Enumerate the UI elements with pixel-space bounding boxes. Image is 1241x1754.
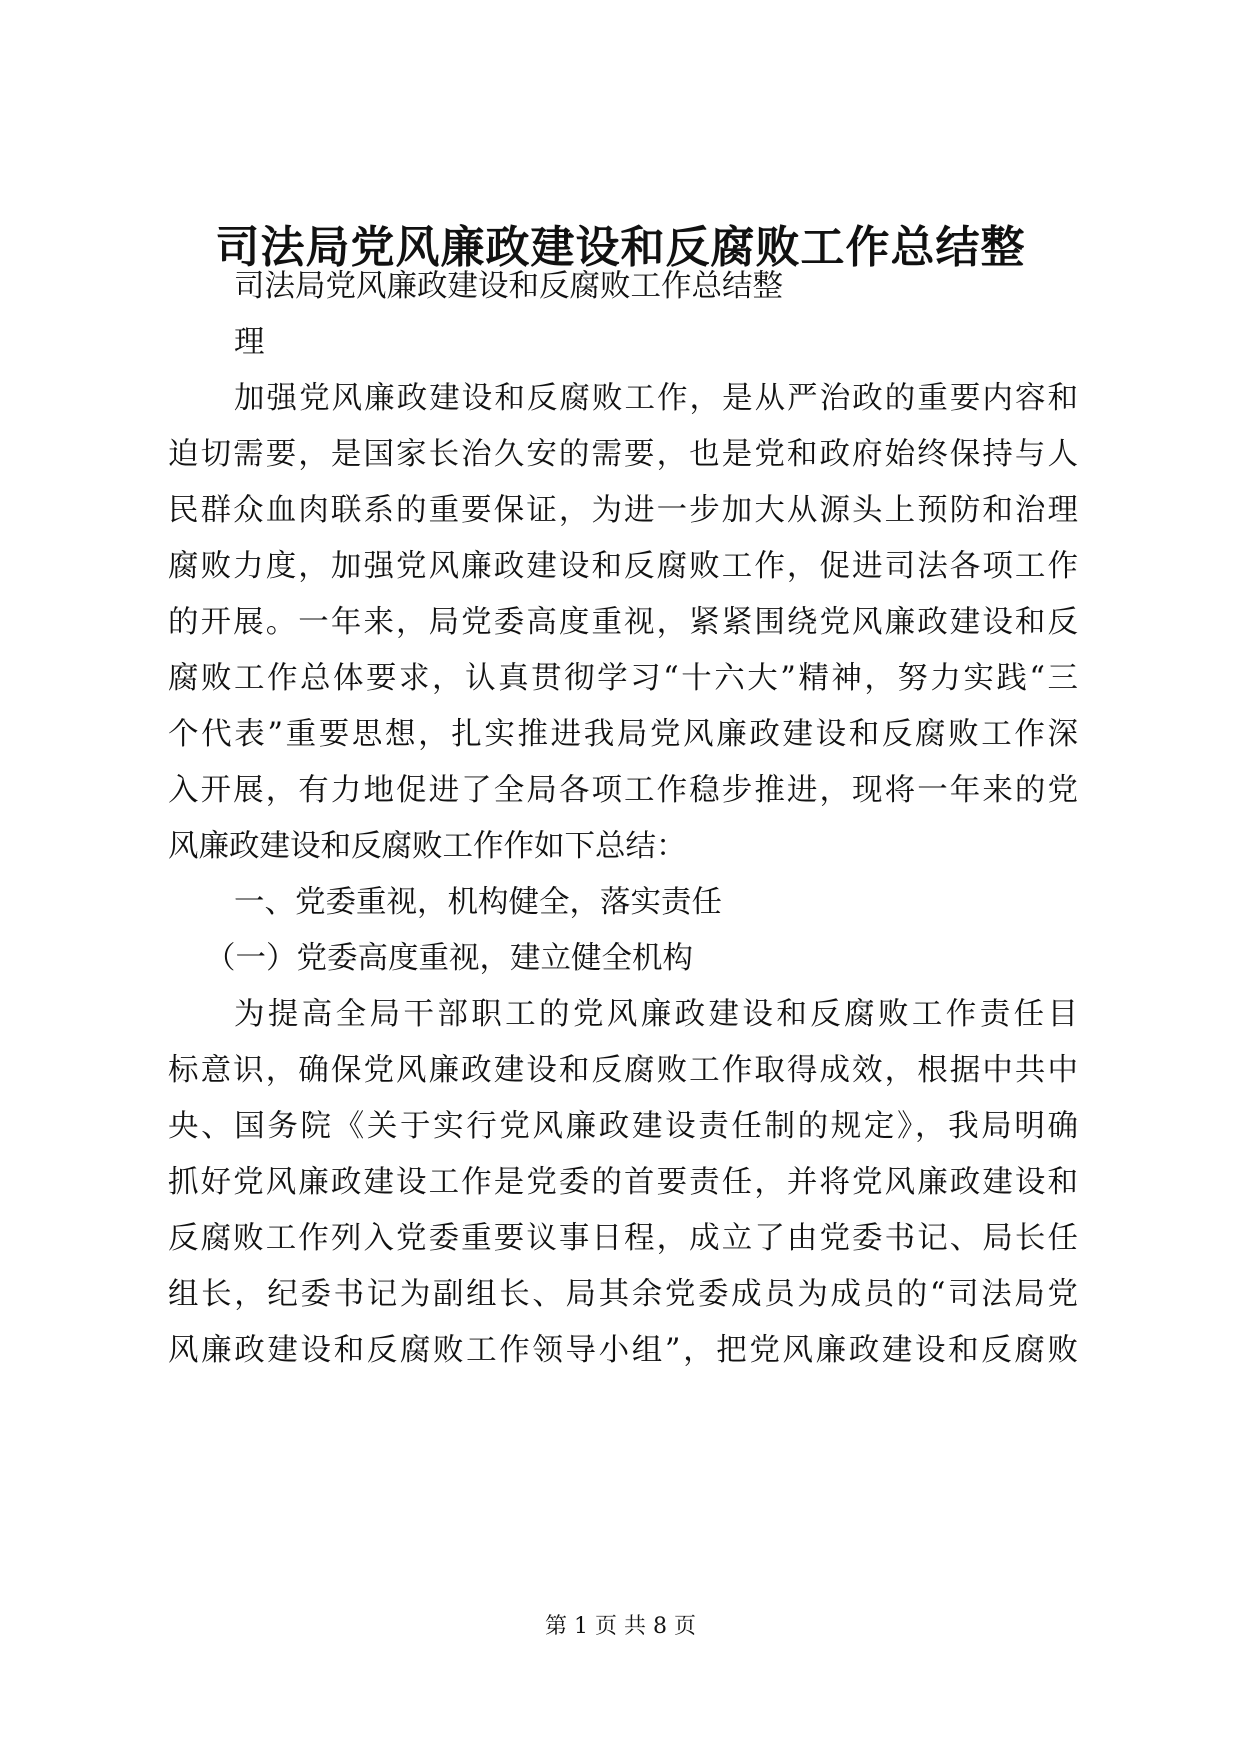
paragraph-line: 腐败力度，加强党风廉政建设和反腐败工作，促进司法各项工作 — [168, 549, 1078, 584]
paragraph-line: 入开展，有力地促进了全局各项工作稳步推进，现将一年来的党 — [168, 773, 1078, 808]
paragraph-line: 组长，纪委书记为副组长、局其余党委成员为成员的“司法局党 — [168, 1277, 1078, 1312]
section-heading: 一、党委重视，机构健全，落实责任 — [234, 885, 722, 920]
paragraph-line: 为提高全局干部职工的党风廉政建设和反腐败工作责任目 — [234, 997, 1078, 1032]
document-title: 司法局党风廉政建设和反腐败工作总结整 — [215, 222, 1026, 273]
paragraph-line: 迫切需要，是国家长治久安的需要，也是党和政府始终保持与人 — [168, 437, 1078, 472]
paragraph-line: 腐败工作总体要求，认真贯彻学习“十六大”精神，努力实践“三 — [168, 661, 1078, 696]
paragraph-line: 抓好党风廉政建设工作是党委的首要责任，并将党风廉政建设和 — [168, 1165, 1078, 1200]
paragraph-line: 个代表”重要思想，扎实推进我局党风廉政建设和反腐败工作深 — [168, 717, 1078, 752]
paragraph-line: 的开展。一年来，局党委高度重视，紧紧围绕党风廉政建设和反 — [168, 605, 1078, 640]
paragraph-line: 加强党风廉政建设和反腐败工作，是从严治政的重要内容和 — [234, 381, 1078, 416]
subtitle-line-2: 理 — [234, 325, 265, 360]
subtitle-line-1: 司法局党风廉政建设和反腐败工作总结整 — [234, 269, 783, 304]
page-footer: 第 1 页 共 8 页 — [545, 1614, 696, 1639]
paragraph-line: 民群众血肉联系的重要保证，为进一步加大从源头上预防和治理 — [168, 493, 1078, 528]
paragraph-line: 标意识，确保党风廉政建设和反腐败工作取得成效，根据中共中 — [168, 1053, 1078, 1088]
paragraph-line: 央、国务院《关于实行党风廉政建设责任制的规定》，我局明确 — [168, 1109, 1078, 1144]
paragraph-line: 反腐败工作列入党委重要议事日程，成立了由党委书记、局长任 — [168, 1221, 1078, 1256]
paragraph-line: 风廉政建设和反腐败工作领导小组”，把党风廉政建设和反腐败 — [168, 1333, 1078, 1368]
paragraph-line: 风廉政建设和反腐败工作作如下总结： — [168, 829, 687, 864]
subsection-heading: （一）党委高度重视，建立健全机构 — [205, 941, 693, 976]
